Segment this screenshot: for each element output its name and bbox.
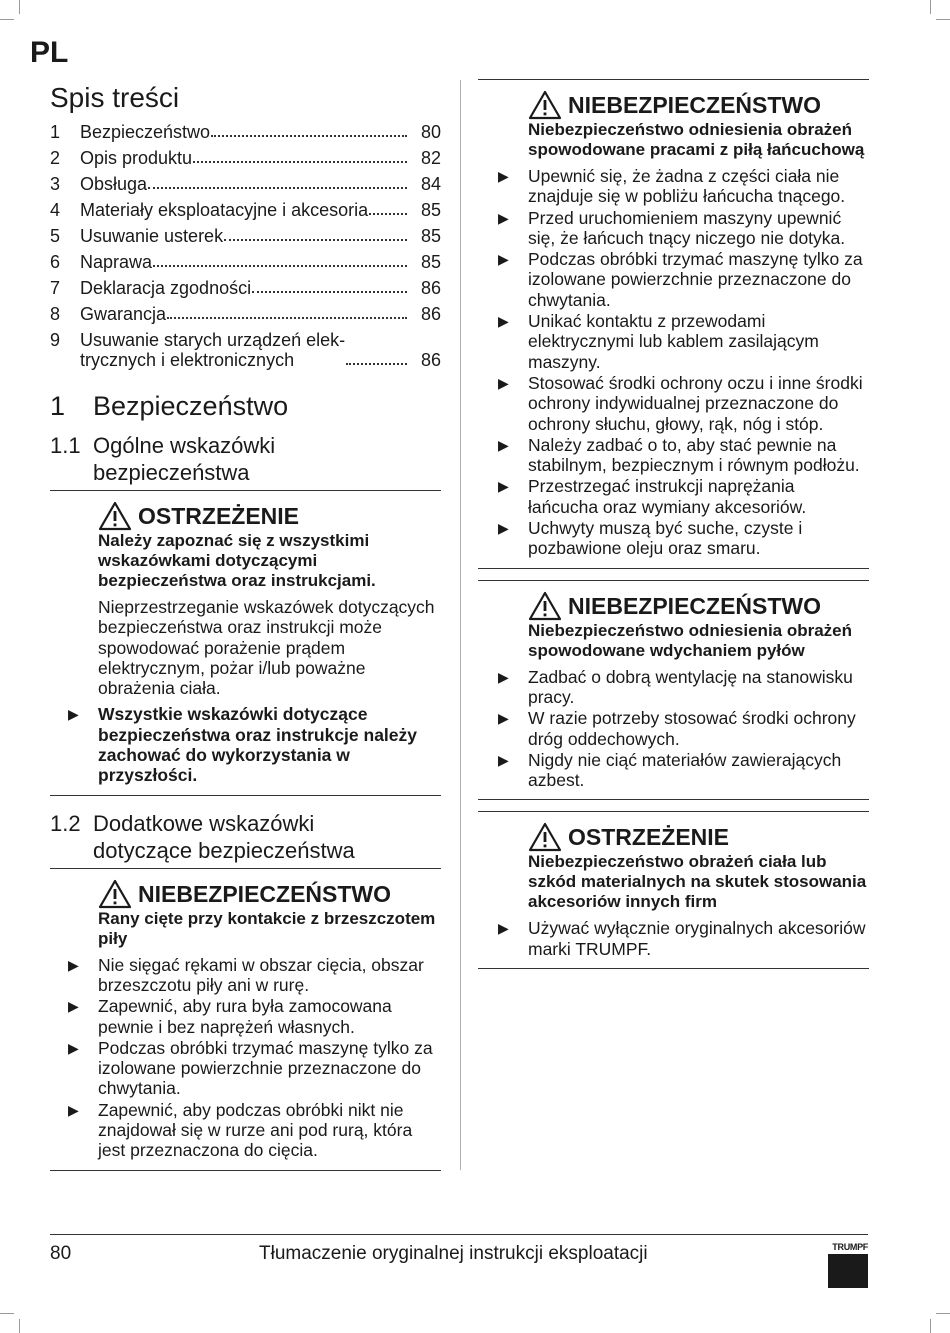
toc-number: 3	[50, 174, 61, 194]
list-item-text: Przestrzegać instrukcji naprężania łańcucha oraz wymiany akcesoriów.	[528, 476, 807, 517]
list-item	[498, 373, 869, 434]
toc-label: Gwarancja	[80, 304, 167, 324]
toc-page: 86	[420, 304, 441, 324]
language-code: PL	[30, 36, 69, 69]
crop-mark	[936, 1313, 950, 1314]
toc-number: 1	[50, 122, 61, 142]
footer-title: Tłumaczenie oryginalnej instrukcji eksploatacji	[259, 1243, 648, 1264]
arrow-bullet-icon: ▶	[498, 710, 509, 727]
list-item	[498, 750, 869, 791]
toc-number: 5	[50, 226, 61, 246]
list-item	[498, 166, 869, 207]
table-of-contents	[50, 122, 441, 370]
section-number: 1	[50, 391, 66, 421]
subsection-title: bezpieczeństwa	[93, 460, 250, 485]
toc-label: Opis produktu	[80, 148, 193, 168]
toc-leader	[153, 265, 407, 267]
arrow-bullet-icon: ▶	[68, 706, 79, 723]
danger-box	[50, 869, 441, 1170]
list-item-text: Nie sięgać rękami w obszar cięcia, obszar brzeszczotu piły ani w rurę.	[98, 954, 424, 995]
signal-text: OSTRZEŻENIE	[138, 503, 300, 529]
arrow-bullet-icon: ▶	[498, 313, 509, 330]
arrow-bullet-icon: ▶	[498, 251, 509, 268]
list-item	[68, 955, 441, 996]
signal-word	[98, 879, 441, 909]
arrow-bullet-icon: ▶	[498, 168, 509, 184]
toc-number: 8	[50, 304, 61, 324]
toc-label: Usuwanie usterek	[80, 226, 224, 246]
signal-text: OSTRZEŻENIE	[568, 824, 730, 851]
toc-number: 4	[50, 200, 61, 220]
toc-item[interactable]	[50, 174, 441, 194]
toc-item[interactable]	[50, 122, 441, 142]
section-title: Bezpieczeństwo	[93, 391, 289, 421]
section-heading	[50, 390, 441, 422]
crop-mark	[19, 1319, 20, 1333]
toc-page: 82	[420, 148, 441, 168]
hazard-subtitle: Niebezpieczeństwo odniesienia obrażeń spowodowane wdychaniem pyłów	[528, 620, 853, 660]
arrow-bullet-icon: ▶	[68, 998, 79, 1015]
logo-text: TRUMPF	[832, 1242, 868, 1252]
page-number: 80	[50, 1243, 72, 1264]
toc-number: 9	[50, 330, 61, 350]
arrow-bullet-icon: ▶	[68, 956, 79, 973]
list-item	[498, 708, 869, 749]
toc-page: 85	[420, 252, 441, 272]
toc-number: 6	[50, 252, 61, 272]
list-item-text: Zapewnić, aby podczas obróbki nikt nie znajdował się w rurze ani pod rurą, która jest przeznaczona do cięcia.	[98, 1099, 413, 1161]
left-column	[50, 78, 441, 1171]
list-item	[498, 435, 869, 476]
list-item	[68, 704, 441, 785]
subsection-title: Ogólne wskazówki	[93, 433, 276, 458]
crop-mark	[0, 1313, 14, 1314]
crop-mark	[930, 0, 931, 14]
signal-text: NIEBEZPIECZEŃSTWO	[568, 92, 822, 118]
list-item	[498, 249, 869, 310]
signal-word	[528, 822, 869, 852]
crop-mark	[0, 19, 14, 20]
toc-item[interactable]	[50, 226, 441, 246]
toc-label: trycznych i elektronicznych	[80, 350, 295, 370]
signal-word	[528, 591, 869, 621]
toc-number: 2	[50, 148, 61, 168]
danger-box	[478, 80, 869, 568]
toc-page: 85	[420, 200, 441, 220]
toc-item[interactable]	[50, 278, 441, 298]
toc-page: 80	[420, 122, 441, 142]
warning-triangle-icon	[98, 879, 132, 909]
list-item-text: Zapewnić, aby rura była zamocowana pewnie i bez naprężeń własnych.	[98, 996, 392, 1037]
warning-box	[478, 812, 869, 968]
list-item	[498, 476, 869, 517]
trumpf-logo	[828, 1243, 868, 1288]
list-item-text: Upewnić się, że żadna z części ciała nie znajduje się w pobliżu łańcucha tnącego.	[528, 166, 846, 207]
warning-triangle-icon	[528, 822, 562, 852]
subsection-title: dotyczące bezpieczeństwa	[93, 837, 355, 863]
list-item-text: Stosować środki ochrony oczu i inne środki ochrony indywidualnej przeznaczone do ochrony słuchu, głowy, rąk, nóg i stóp.	[528, 372, 863, 434]
warning-triangle-icon	[98, 501, 132, 531]
toc-number: 7	[50, 278, 61, 298]
list-item-text: W razie potrzeby stosować środki ochrony dróg oddechowych.	[528, 708, 856, 749]
warning-box	[50, 491, 441, 795]
signal-text: NIEBEZPIECZEŃSTWO	[138, 880, 392, 907]
divider	[50, 1170, 441, 1171]
subsection-heading	[50, 810, 441, 864]
crop-mark	[930, 1319, 931, 1333]
list-item-text: Uchwyty muszą być suche, czyste i pozbawione oleju oraz smaru.	[528, 518, 803, 559]
right-column	[478, 79, 869, 969]
toc-leader	[369, 213, 407, 215]
toc-item[interactable]	[50, 330, 441, 370]
arrow-bullet-icon: ▶	[498, 478, 509, 495]
arrow-bullet-icon: ▶	[498, 920, 509, 937]
signal-word	[528, 90, 869, 120]
subsection-title: Dodatkowe wskazówki	[93, 810, 315, 836]
arrow-bullet-icon: ▶	[498, 209, 509, 226]
list-item-text: Przed uruchomieniem maszyny upewnić się, że łańcuch tnący niczego nie dotyka.	[528, 207, 846, 248]
arrow-bullet-icon: ▶	[498, 520, 509, 537]
toc-item[interactable]	[50, 252, 441, 272]
toc-label: Usuwanie starych urządzeń elek-	[80, 330, 346, 350]
subsection-number: 1.2	[50, 810, 81, 836]
list-item-text: Używać wyłącznie oryginalnych akcesoriów marki TRUMPF.	[528, 918, 866, 959]
toc-leader	[167, 317, 407, 319]
list-item-text: Należy zadbać o to, aby stać pewnie na stabilnym, bezpiecznym i równym podłożu.	[528, 434, 860, 476]
warning-triangle-icon	[528, 90, 562, 120]
list-item	[498, 518, 869, 559]
arrow-bullet-icon: ▶	[498, 751, 509, 768]
signal-text: NIEBEZPIECZEŃSTWO	[568, 592, 822, 619]
list-item	[498, 667, 869, 708]
toc-leader	[193, 161, 407, 163]
crop-mark	[936, 19, 950, 20]
list-item	[68, 1038, 441, 1099]
toc-leader	[148, 187, 407, 189]
crop-mark	[19, 0, 20, 14]
column-divider	[460, 80, 461, 1170]
toc-label: Materiały eksploatacyjne i akcesoria	[80, 200, 369, 220]
toc-leader	[211, 135, 407, 137]
arrow-bullet-icon: ▶	[498, 374, 509, 391]
toc-item[interactable]	[50, 148, 441, 168]
subsection-heading	[50, 432, 441, 486]
danger-box	[478, 581, 869, 800]
toc-leader	[346, 363, 407, 365]
list-item-text: Podczas obróbki trzymać maszynę tylko za izolowane powierzchnie przeznaczone do chwytania.	[98, 1037, 433, 1099]
hazard-subtitle: Niebezpieczeństwo obrażeń ciała lub szkód materialnych na skutek stosowania akcesoriów innych firm	[528, 852, 867, 912]
warning-triangle-icon	[528, 591, 562, 621]
toc-label: Bezpieczeństwo	[80, 122, 211, 142]
list-item	[498, 918, 869, 959]
hazard-subtitle: Niebezpieczeństwo odniesienia obrażeń spowodowane pracami z piłą łańcuchową	[528, 120, 865, 159]
arrow-bullet-icon: ▶	[498, 668, 509, 685]
toc-page: 84	[420, 174, 441, 194]
list-item	[498, 311, 869, 372]
toc-label: Obsługa	[80, 174, 148, 194]
list-item	[498, 208, 869, 249]
list-item-text: Podczas obróbki trzymać maszynę tylko za izolowane powierzchnie przeznaczone do chwytania.	[528, 249, 863, 310]
arrow-bullet-icon: ▶	[68, 1039, 79, 1056]
toc-page: 86	[420, 278, 441, 298]
toc-leader	[224, 239, 407, 241]
toc-page: 85	[420, 226, 441, 246]
divider	[478, 568, 869, 569]
hazard-text: Nieprzestrzeganie wskazówek dotyczących bezpieczeństwa oraz instrukcji może spowodować porażenie prądem elektrycznym, pożar i/lub poważne obrażenia ciała.	[98, 597, 435, 699]
list-item-text: Nigdy nie ciąć materiałów zawierających azbest.	[528, 749, 842, 791]
subsection-number: 1.1	[50, 433, 81, 458]
hazard-subtitle: Należy zapoznać się z wszystkimi wskazówkami dotyczącymi bezpieczeństwa oraz instrukcjami.	[98, 531, 376, 590]
hazard-subtitle: Rany cięte przy kontakcie z brzeszczotem piły	[98, 908, 436, 948]
list-item-text: Wszystkie wskazówki dotyczące bezpieczeństwa oraz instrukcje należy zachować do wykorzystania w przyszłości.	[98, 704, 418, 786]
toc-title: Spis treści	[50, 82, 180, 113]
toc-label: Naprawa	[80, 252, 153, 272]
divider	[478, 968, 869, 969]
toc-item[interactable]	[50, 200, 441, 220]
signal-word	[98, 501, 441, 531]
footer-divider	[50, 1234, 868, 1235]
divider	[50, 795, 441, 796]
toc-label: Deklaracja zgodności	[80, 278, 252, 298]
list-item	[68, 1100, 441, 1161]
logo-block	[828, 1254, 868, 1288]
toc-leader	[252, 291, 407, 293]
toc-item[interactable]	[50, 304, 441, 324]
arrow-bullet-icon: ▶	[498, 436, 509, 453]
arrow-bullet-icon: ▶	[68, 1101, 79, 1118]
list-item	[68, 996, 441, 1037]
divider	[478, 799, 869, 800]
list-item-text: Unikać kontaktu z przewodami elektrycznymi lub kablem zasilającym maszyny.	[528, 311, 819, 372]
list-item-text: Zadbać o dobrą wentylację na stanowisku pracy.	[528, 666, 853, 707]
toc-page: 86	[420, 350, 441, 370]
